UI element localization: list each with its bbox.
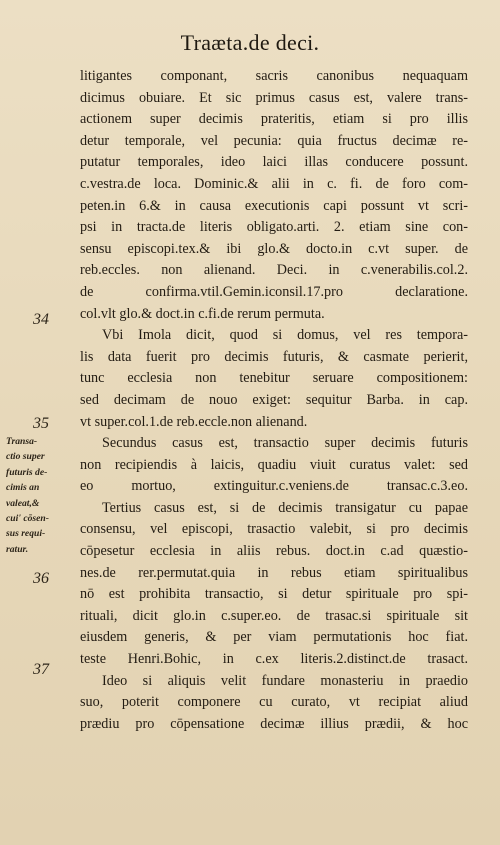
- marginal-number-34: 34: [33, 311, 49, 328]
- body-text: [80, 66, 468, 735]
- text-line: eiusdem generis, & per viam permutationis hoc fiat.: [80, 629, 468, 646]
- text-line: non recipiendis à laicis, quadiu viuit curatus valet: sed: [80, 456, 468, 473]
- marginal-note-line: ctio super: [6, 451, 45, 463]
- text-line: de confirma.vtil.Gemin.iconsil.17.pro declaratione.: [80, 283, 468, 300]
- text-line: consensu, vel episcopi, trasactio valebit, si pro decimis: [80, 521, 468, 538]
- text-line: c.vestra.de loca. Dominic.& alii in c. fi. de foro com-: [80, 175, 468, 192]
- text-line: dicimus obuiare. Et sic primus casus est, valere trans-: [80, 89, 468, 106]
- marginal-note-line: cui' cōsen-: [6, 513, 49, 525]
- text-line: peten.in 6.& in causa executionis capi possunt vt scri-: [80, 197, 468, 214]
- text-line: reb.eccles. non alienand. Deci. in c.venerabilis.col.2.: [80, 262, 468, 279]
- text-line: detur temporale, vel pecunia: quia fructus decimæ re-: [80, 132, 468, 149]
- marginal-note-line: futuris de-: [6, 466, 48, 478]
- marginal-note-line: cimis an: [6, 482, 40, 494]
- text-line: Tertius casus est, si de decimis transigatur cu papae: [102, 499, 468, 516]
- text-line: tunc ecclesia non tenebitur seruare compositionem:: [80, 370, 468, 387]
- marginal-note: [6, 434, 74, 557]
- running-head: Traæta.de deci.: [180, 30, 320, 55]
- text-line: sensu episcopi.tex.& ibi glo.& docto.in c.vt super. de: [80, 240, 468, 257]
- text-line: Secundus casus est, transactio super decimis futuris: [102, 435, 468, 452]
- marginal-note-line: valeat,&: [6, 497, 40, 509]
- text-line: vt super.col.1.de reb.eccle.non alienand.: [80, 413, 308, 430]
- text-line: suo, poterit componere cu curato, vt recipiat aliud: [80, 694, 468, 711]
- marginal-note-line: Transa-: [6, 436, 38, 447]
- marginal-number-37: 37: [33, 661, 49, 678]
- marginal-number-36: 36: [33, 570, 49, 587]
- text-line: psi in tracta.de literis obligato.arti. 2. etiam sine con-: [80, 219, 468, 236]
- text-line: sed decimam de nouo exiget: sequitur Barba. in cap.: [80, 391, 468, 408]
- text-line: actionem super decimis prateritis, etiam si pro illis: [80, 111, 468, 128]
- marginal-number-35: 35: [33, 415, 49, 432]
- text-line: teste Henri.Bohic, in c.ex literis.2.distinct.de trasact.: [80, 651, 468, 668]
- text-line: prædiu pro cōpensatione decimæ illius prædii, & hoc: [80, 715, 468, 732]
- text-line: putatur temporales, ideo laici illas conducere possunt.: [80, 154, 468, 171]
- text-line: cōpesetur ecclesia in aliis rebus. doct.in c.ad quæstio-: [80, 543, 468, 560]
- text-line: rituali, dicit glo.in c.super.eo. de trasac.si spirituale sit: [80, 607, 468, 624]
- marginal-note-line: ratur.: [6, 543, 29, 555]
- text-line: lis data fuerit pro decimis futuris, & casmate perierit,: [80, 348, 468, 365]
- marginal-note-line: sus requi-: [6, 528, 46, 540]
- text-line: litigantes componant, sacris canonibus nequaquam: [80, 68, 468, 84]
- text-line: Vbi Imola dicit, quod si domus, vel res tempora-: [102, 327, 468, 344]
- text-line: nō est prohibita transactio, si detur spirituale pro spi-: [80, 586, 468, 603]
- text-line: col.vlt glo.& doct.in c.fi.de rerum permuta.: [80, 305, 325, 322]
- text-line: nes.de rer.permutat.quia in rebus etiam spiritualibus: [80, 564, 468, 581]
- text-line: Ideo si aliquis velit fundare monasteriu in praedio: [102, 672, 468, 689]
- text-line: eo mortuo, extinguitur.c.veniens.de transac.c.3.eo.: [80, 478, 468, 495]
